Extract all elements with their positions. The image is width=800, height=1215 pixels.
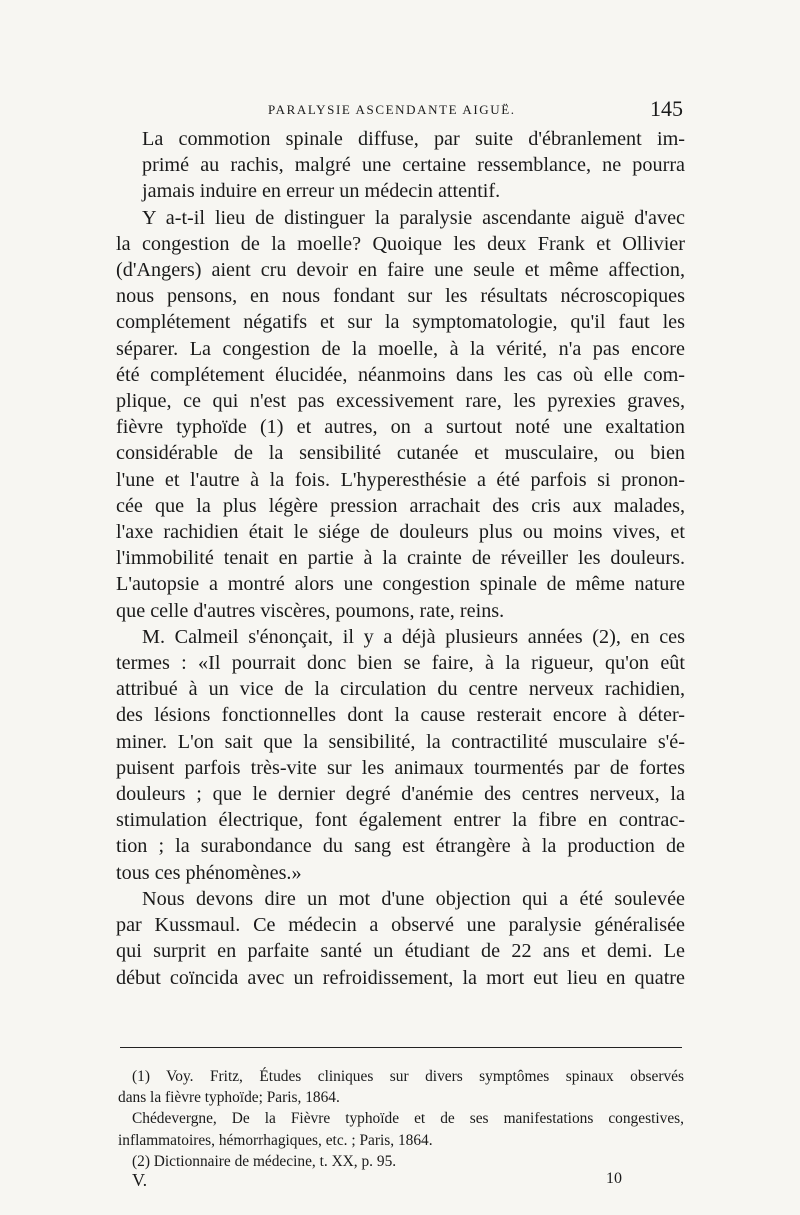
text-line: tion ; la surabondance du sang est étrangère à la production de [116, 835, 685, 858]
text-line: complétement négatifs et sur la symptomatologie, qu'il faut les [116, 311, 685, 334]
signature-letter: V. [132, 1170, 148, 1190]
text-line: L'autopsie a montré alors une congestion spinale de même nature [116, 573, 685, 596]
text-line: considérable de la sensibilité cutanée et musculaire, ou bien [116, 442, 685, 465]
running-title: PARALYSIE ASCENDANTE AIGUË. [268, 102, 516, 117]
text-line: début coïncida avec un refroidissement, la mort eut lieu en quatre [116, 966, 685, 989]
footnote-line: (2) Dictionnaire de médecine, t. XX, p. 95. [132, 1152, 397, 1170]
text-line: puisent parfois très-vite sur les animaux tourmentés par de fortes [116, 756, 685, 779]
text-line: été complétement élucidée, néanmoins dans les cas où elle com- [116, 363, 685, 386]
text-line: tous ces phénomènes.» [116, 861, 302, 884]
text-line: l'une et l'autre à la fois. L'hyperesthésie a été parfois si pronon- [116, 468, 685, 491]
text-line: des lésions fonctionnelles dont la cause resterait encore à déter- [116, 704, 685, 727]
text-line: douleurs ; que le dernier degré d'anémie des centres nerveux, la [116, 783, 685, 806]
footnote-2 [118, 1151, 684, 1172]
text-line: par Kussmaul. Ce médecin a observé une paralysie généralisée [116, 914, 685, 937]
footnote-rule [120, 1047, 682, 1048]
text-line: stimulation électrique, font également entrer la fibre en contrac- [116, 809, 685, 832]
text-line: la congestion de la moelle? Quoique les deux Frank et Ollivier [116, 232, 685, 255]
paragraph-3 [116, 624, 685, 886]
footnotes [118, 1066, 684, 1172]
text-line: primé au rachis, malgré une certaine ressemblance, ne pourra [142, 154, 685, 177]
sheet-number: 10 [606, 1170, 622, 1187]
footnote-line: (1) Voy. Fritz, Études cliniques sur divers symptômes spinaux observés [132, 1068, 684, 1085]
signature-line [118, 1170, 684, 1192]
paragraph-1 [116, 126, 685, 205]
text-line: attribué à un vice de la circulation du centre nerveux rachidien, [116, 678, 685, 701]
body-text [116, 126, 685, 991]
text-line: cée que la plus légère pression arrachait des cris aux malades, [116, 494, 685, 517]
text-line: La commotion spinale diffuse, par suite d'ébranlement im- [142, 128, 685, 150]
paragraph-4 [116, 886, 685, 991]
text-line: qui surprit en parfaite santé un étudiant de 22 ans et demi. Le [116, 940, 685, 963]
text-line: fièvre typhoïde (1) et autres, on a surtout noté une exaltation [116, 416, 685, 439]
text-line: l'immobilité tenait en partie à la crainte de réveiller les douleurs. [116, 547, 685, 570]
footnote-line: Chédevergne, De la Fièvre typhoïde et de ses manifestations congestives, [132, 1110, 684, 1128]
footnote-line: dans la fièvre typhoïde; Paris, 1864. [118, 1089, 340, 1107]
text-line: Nous devons dire un mot d'une objection qui a été soulevée [142, 887, 685, 910]
text-line: miner. L'on sait que la sensibilité, la contractilité musculaire s'é- [116, 730, 685, 753]
text-line: termes : «Il pourrait donc bien se faire, à la rigueur, qu'on eût [116, 652, 685, 675]
text-line: Y a-t-il lieu de distinguer la paralysie ascendante aiguë d'avec [142, 206, 685, 229]
footnote-1 [118, 1066, 684, 1151]
text-line: (d'Angers) aient cru devoir en faire une seule et même affection, [116, 259, 685, 282]
text-line: M. Calmeil s'énonçait, il y a déjà plusieurs années (2), en ces [142, 625, 685, 648]
text-line: séparer. La congestion de la moelle, à la vérité, n'a pas encore [116, 337, 685, 360]
text-line: plique, ce qui n'est pas excessivement rare, les pyrexies graves, [116, 390, 685, 413]
text-line: que celle d'autres viscères, poumons, rate, reins. [116, 599, 505, 622]
text-line: jamais induire en erreur un médecin attentif. [142, 180, 501, 203]
running-head [118, 96, 683, 122]
page-number: 145 [650, 96, 683, 121]
paragraph-2 [116, 205, 685, 624]
text-line: l'axe rachidien était le siége de douleurs plus ou moins vives, et [116, 521, 685, 544]
footnote-line: inflammatoires, hémorrhagiques, etc. ; Paris, 1864. [118, 1131, 433, 1149]
text-line: nous pensons, en nous fondant sur les résultats nécroscopiques [116, 285, 685, 308]
